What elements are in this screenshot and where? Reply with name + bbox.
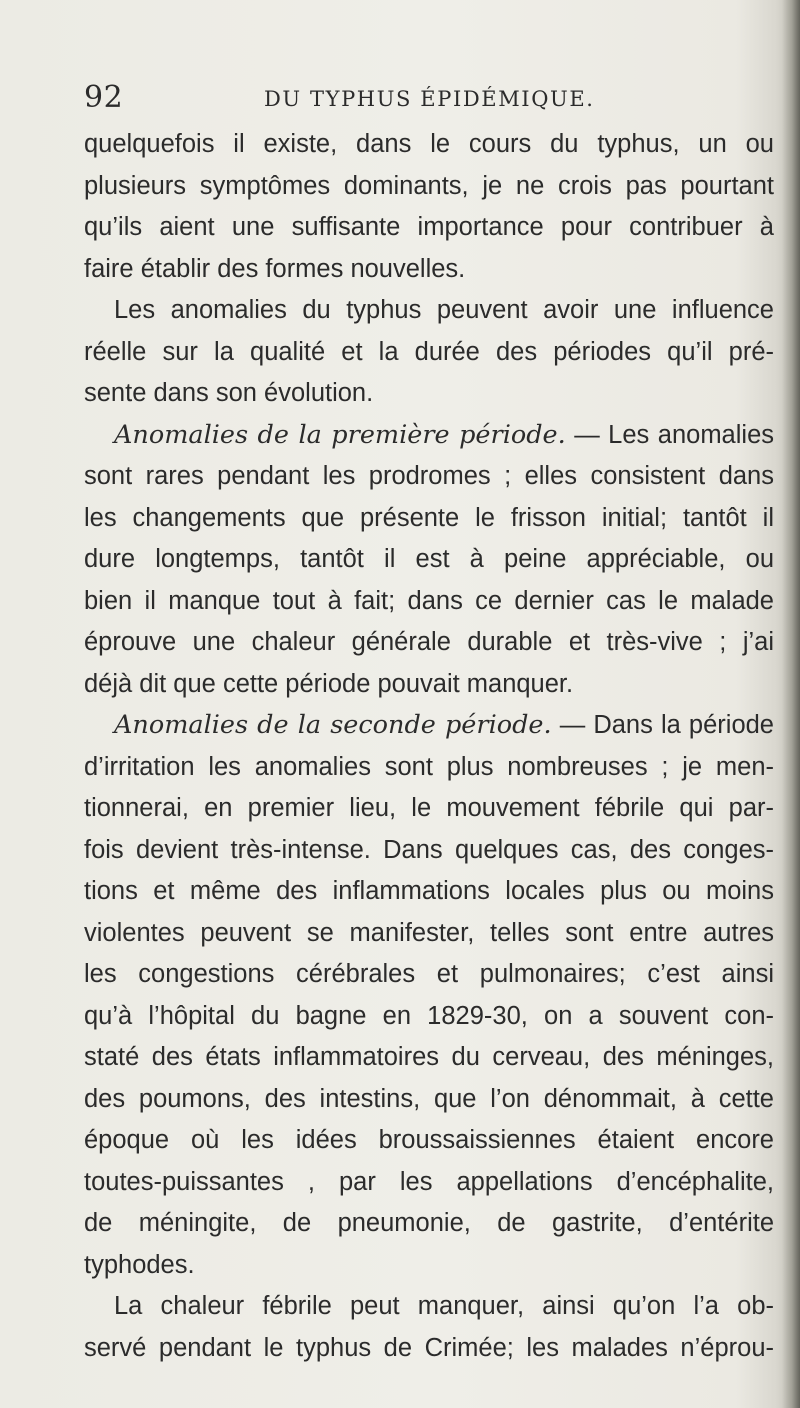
running-head: DU TYPHUS ÉPIDÉMIQUE. [264, 87, 595, 111]
line-text: faire établir des formes nouvelles. [84, 254, 466, 283]
text-line [84, 954, 774, 996]
text-line [84, 539, 774, 581]
text-line [84, 830, 774, 872]
line-text: toutes-puissantes , par les appellations d’encéphalite, [84, 1167, 774, 1196]
line-text: époque où les idées broussaissiennes étaient encore [84, 1126, 774, 1154]
text-line [84, 622, 774, 664]
text-line [84, 456, 774, 498]
line-text: quelquefois il existe, dans le cours du typhus, un ou [84, 130, 774, 158]
page-header [84, 80, 764, 120]
line-text: de méningite, de pneumonie, de gastrite, d’entérite [84, 1209, 774, 1237]
line-text: bien il manque tout à fait; dans ce dernier cas le malade [84, 586, 774, 615]
line-text: déjà dit que cette période pouvait manquer. [84, 669, 574, 698]
text-line [84, 415, 774, 457]
text-line [84, 581, 774, 623]
text-line [84, 1162, 774, 1204]
body-text [84, 124, 774, 1369]
line-text: les changements que présente le frisson initial; tantôt il [84, 503, 774, 532]
text-line [84, 1328, 774, 1370]
line-text: staté des états inflammatoires du cerveau, des méninges, [84, 1043, 774, 1071]
line-text: éprouve une chaleur générale durable et très-vive ; j’ai [84, 628, 774, 656]
line-text: — Dans la période [551, 711, 774, 739]
line-text: plusieurs symptômes dominants, je ne crois pas pourtant [84, 171, 774, 200]
text-line [84, 166, 774, 208]
text-line [84, 207, 774, 249]
line-text: dure longtemps, tantôt il est à peine appréciable, ou [84, 545, 774, 573]
text-line [84, 1245, 774, 1287]
line-text: fois devient très-intense. Dans quelques cas, des conges- [84, 835, 774, 864]
line-text: qu’ils aient une suffisante importance pour contribuer à [84, 213, 774, 241]
line-text: les congestions cérébrales et pulmonaires; c’est ainsi [84, 960, 774, 988]
text-line [84, 498, 774, 540]
text-line [84, 249, 774, 291]
text-line [84, 871, 774, 913]
text-line [84, 705, 774, 747]
line-text: violentes peuvent se manifester, telles sont entre autres [84, 918, 774, 947]
text-line [84, 1203, 774, 1245]
text-line [84, 1286, 774, 1328]
text-line [84, 996, 774, 1038]
section-heading-italic: Anomalies de la seconde période. [114, 710, 552, 740]
line-text: tions et même des inflammations locales plus ou moins [84, 877, 774, 905]
line-text: servé pendant le typhus de Crimée; les malades n’éprou- [84, 1333, 774, 1362]
text-line [84, 1037, 774, 1079]
line-text: — Les anomalies [565, 420, 775, 449]
line-text: d’irritation les anomalies sont plus nombreuses ; je men- [84, 752, 774, 781]
binding-edge-shadow [782, 0, 800, 1408]
text-line [84, 290, 774, 332]
line-text: qu’à l’hôpital du bagne en 1829-30, on a souvent con- [84, 1001, 774, 1030]
line-text: des poumons, des intestins, que l’on dénommait, à cette [84, 1084, 774, 1113]
line-text: Les anomalies du typhus peuvent avoir une influence [114, 296, 774, 324]
text-line [84, 373, 774, 415]
line-text: tionnerai, en premier lieu, le mouvement fébrile qui par- [84, 794, 774, 822]
line-text: sont rares pendant les prodromes ; elles consistent dans [84, 462, 774, 490]
line-text: La chaleur fébrile peut manquer, ainsi qu’on l’a ob- [114, 1292, 774, 1320]
text-line [84, 913, 774, 955]
text-line [84, 664, 774, 706]
line-text: typhodes. [84, 1250, 195, 1279]
line-text: sente dans son évolution. [84, 379, 374, 407]
line-text: réelle sur la qualité et la durée des périodes qu’il pré- [84, 337, 774, 366]
text-line [84, 1120, 774, 1162]
text-line [84, 332, 774, 374]
text-line [84, 788, 774, 830]
section-heading-italic: Anomalies de la première période. [114, 419, 566, 450]
text-line [84, 747, 774, 789]
page-number: 92 [84, 80, 124, 115]
text-line [84, 1079, 774, 1121]
text-line [84, 124, 774, 166]
